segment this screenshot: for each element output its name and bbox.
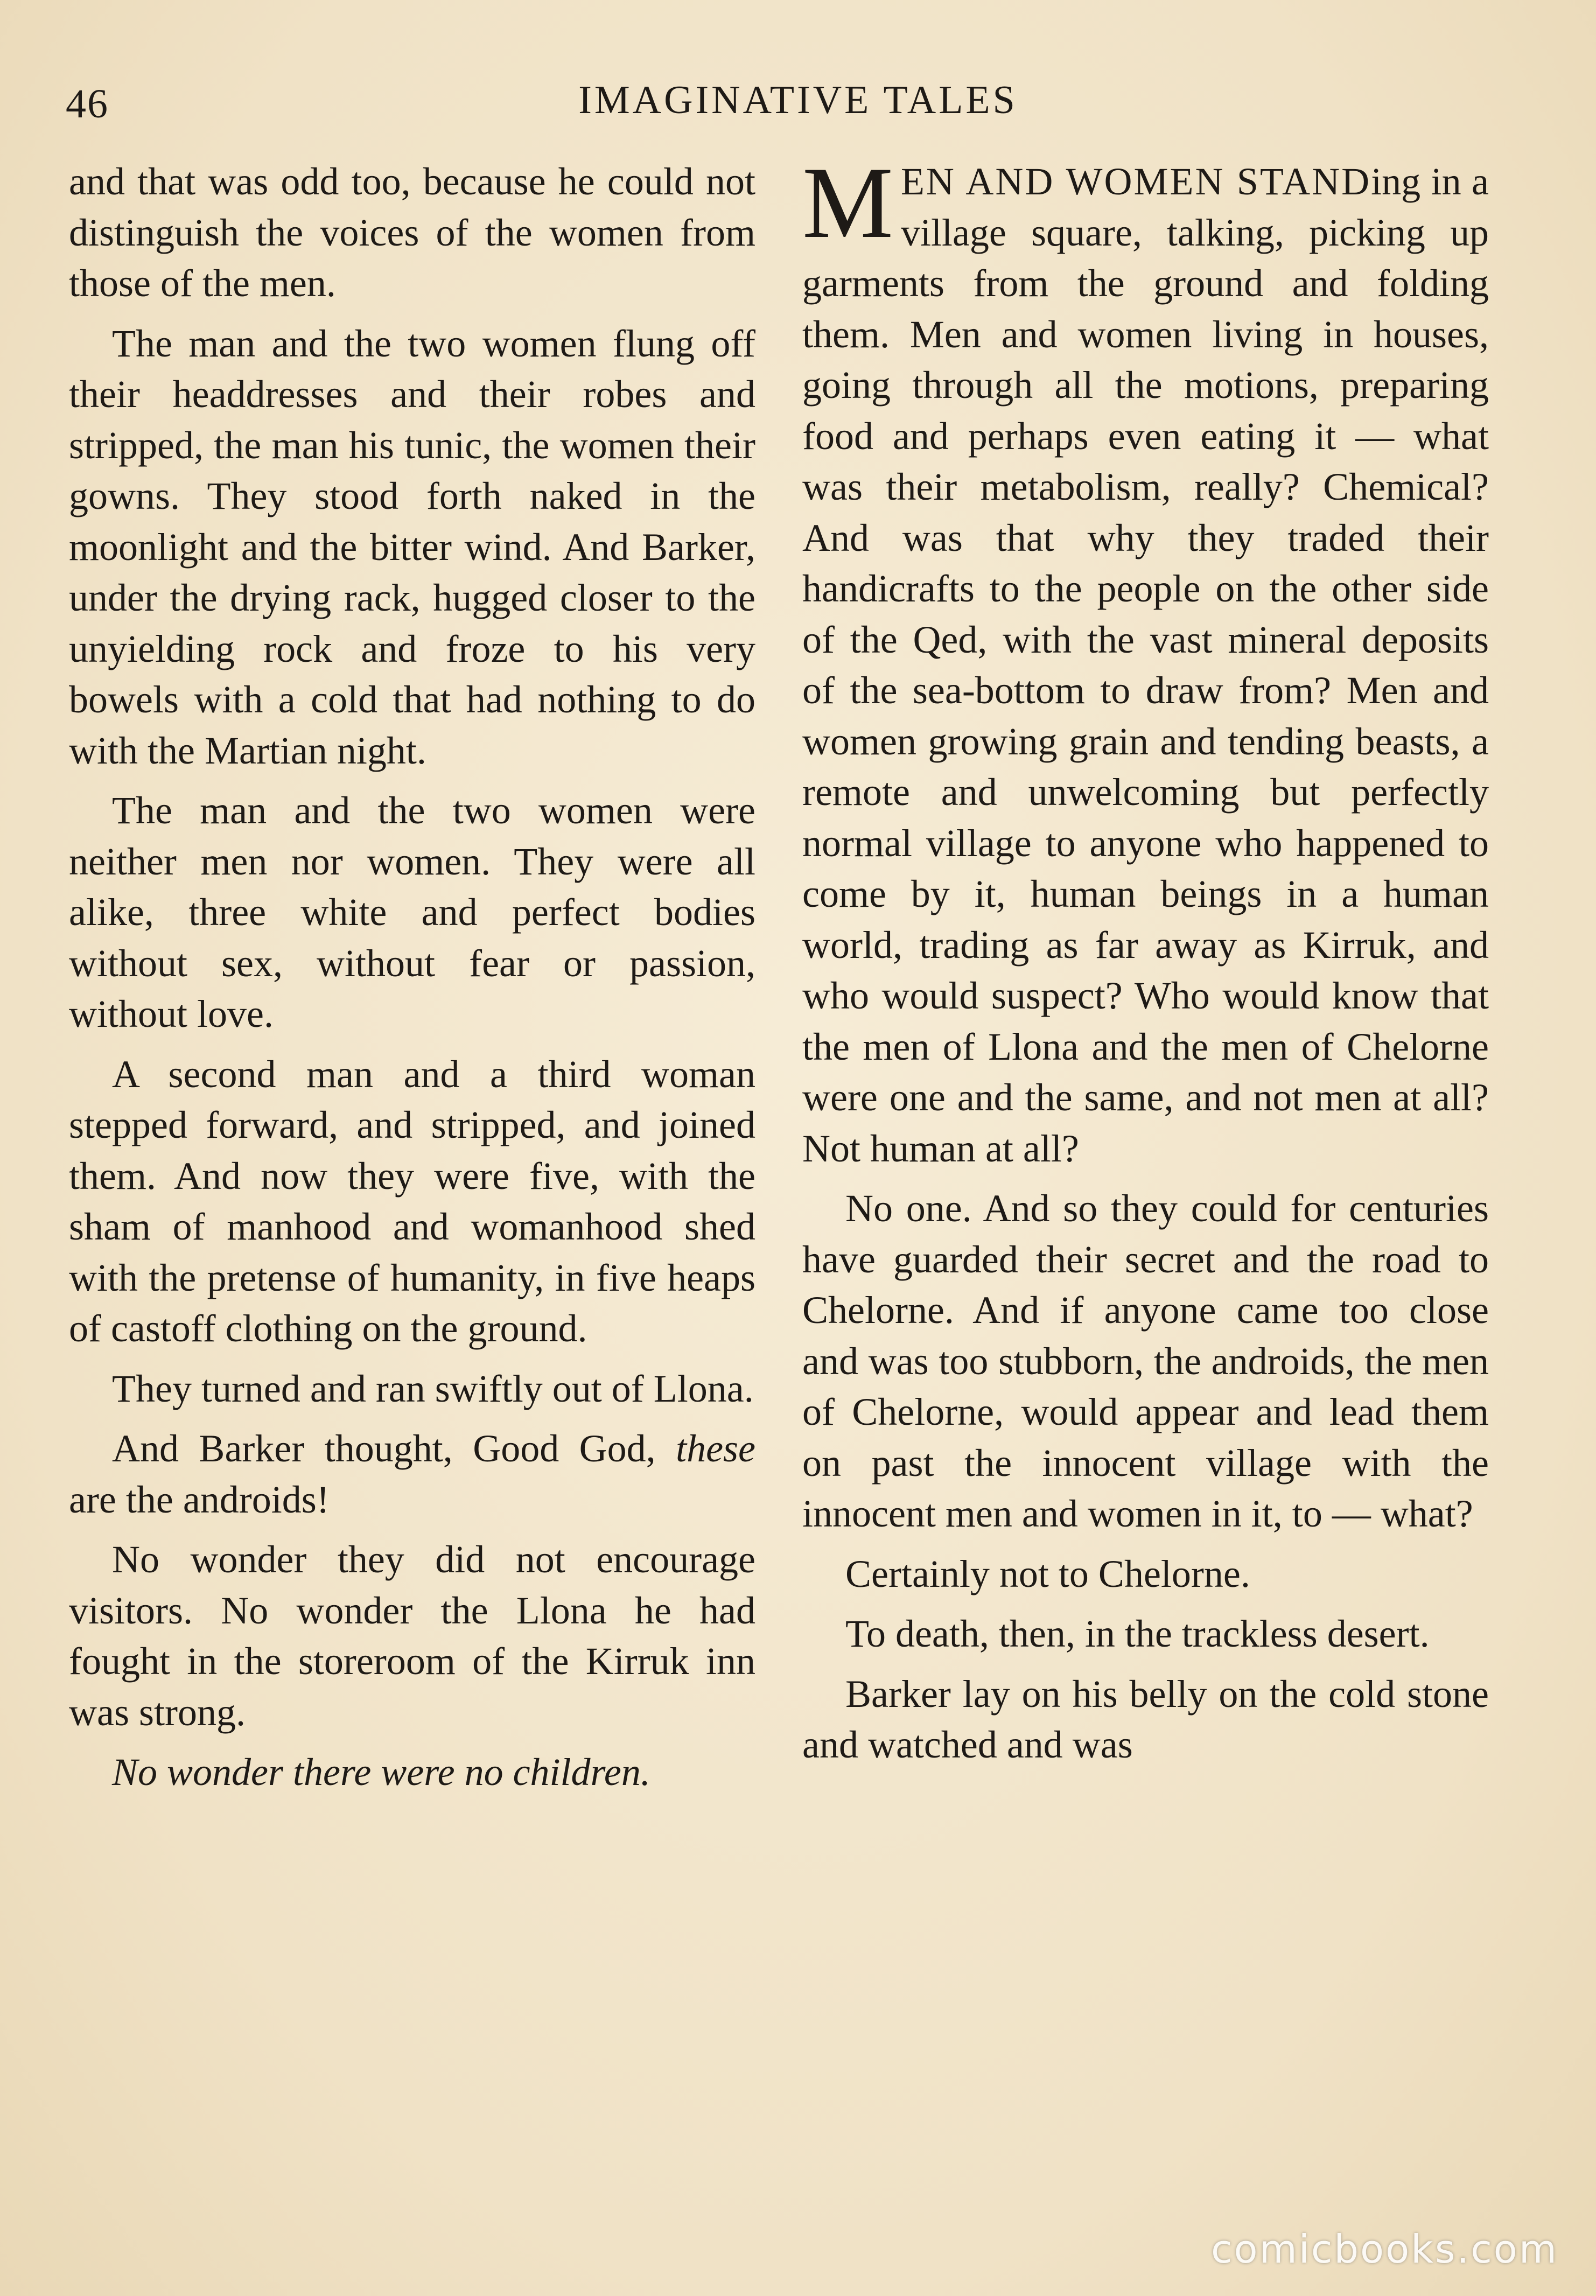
- italic-paragraph: [69, 1747, 755, 1798]
- paragraph: Certainly not to Chelorne.: [845, 1552, 1250, 1595]
- paragraph: [69, 1423, 755, 1525]
- paragraph: They turned and ran swiftly out of Llona.: [112, 1367, 754, 1410]
- drop-cap: M: [802, 146, 893, 260]
- paragraph: No one. And so they could for centuries have guarded their secret and the road to Chelorne. And if anyone came too close and was too stubborn, the androids, the men of Chelorne, would appear and lead them on past the innocent village with the innocent men and women in it, to — what?: [802, 1187, 1489, 1535]
- opening-paragraph: [802, 146, 1489, 1174]
- page-number: 46: [66, 81, 109, 127]
- running-title: IMAGINATIVE TALES: [578, 78, 1018, 122]
- paragraph: To death, then, in the trackless desert.: [845, 1612, 1430, 1655]
- watermark: comicbooks.com: [1210, 2227, 1558, 2272]
- left-column: [69, 156, 755, 1807]
- paragraph-text: are the androids!: [69, 1478, 330, 1521]
- right-column: [802, 146, 1489, 1780]
- paragraph: A second man and a third woman stepped forward, and stripped, and joined them. And now they were five, with the sham of manhood and womanhood shed with the pretense of humanity, in five heaps of castoff clothing on the ground.: [69, 1052, 755, 1350]
- emphasis-text: No wonder there were no children.: [112, 1751, 650, 1794]
- paragraph: and that was odd too, because he could not distinguish the voices of the women from those of the men.: [69, 160, 755, 305]
- page-header: [0, 75, 1596, 129]
- paragraph-text: And Barker thought, Good God,: [112, 1427, 676, 1470]
- paragraph-text: ing in a village square, talking, picking up garments from the ground and folding them. Men and women living in houses, going through all the motions, preparing food and perhaps even eating it — what was their metabolism, really? Chemical? And was that why they traded their handicrafts to the people on the other side of the Qed, with the vast mineral deposits of the sea-bottom to draw from? Men and women growing grain and tending beasts, a remote and unwelcoming but perfectly normal village to anyone who happened to come by it, human beings in a human world, trading as far away as Kirruk, and who would suspect? Who would know that the men of Llona and the men of Chelorne were one and the same, and not men at all? Not human at all?: [802, 160, 1489, 1170]
- paragraph: The man and the two women were neither men nor women. They were all alike, three white and perfect bodies without sex, without fear or passion, without love.: [69, 789, 755, 1035]
- paragraph: The man and the two women flung off their headdresses and their robes and stripped, the man his tunic, the women their gowns. They stood forth naked in the moonlight and the bitter wind. And Barker, under the drying rack, hugged closer to the unyielding rock and froze to his very bowels with a cold that had nothing to do with the Martian night.: [69, 321, 755, 772]
- paragraph: No wonder they did not encourage visitors. No wonder the Llona he had fought in the storeroom of the Kirruk inn was strong.: [69, 1538, 755, 1734]
- small-caps-lead: EN AND WOMEN STAND: [900, 160, 1371, 203]
- paragraph: Barker lay on his belly on the cold stone and watched and was: [802, 1672, 1489, 1766]
- emphasis-text: these: [676, 1427, 755, 1470]
